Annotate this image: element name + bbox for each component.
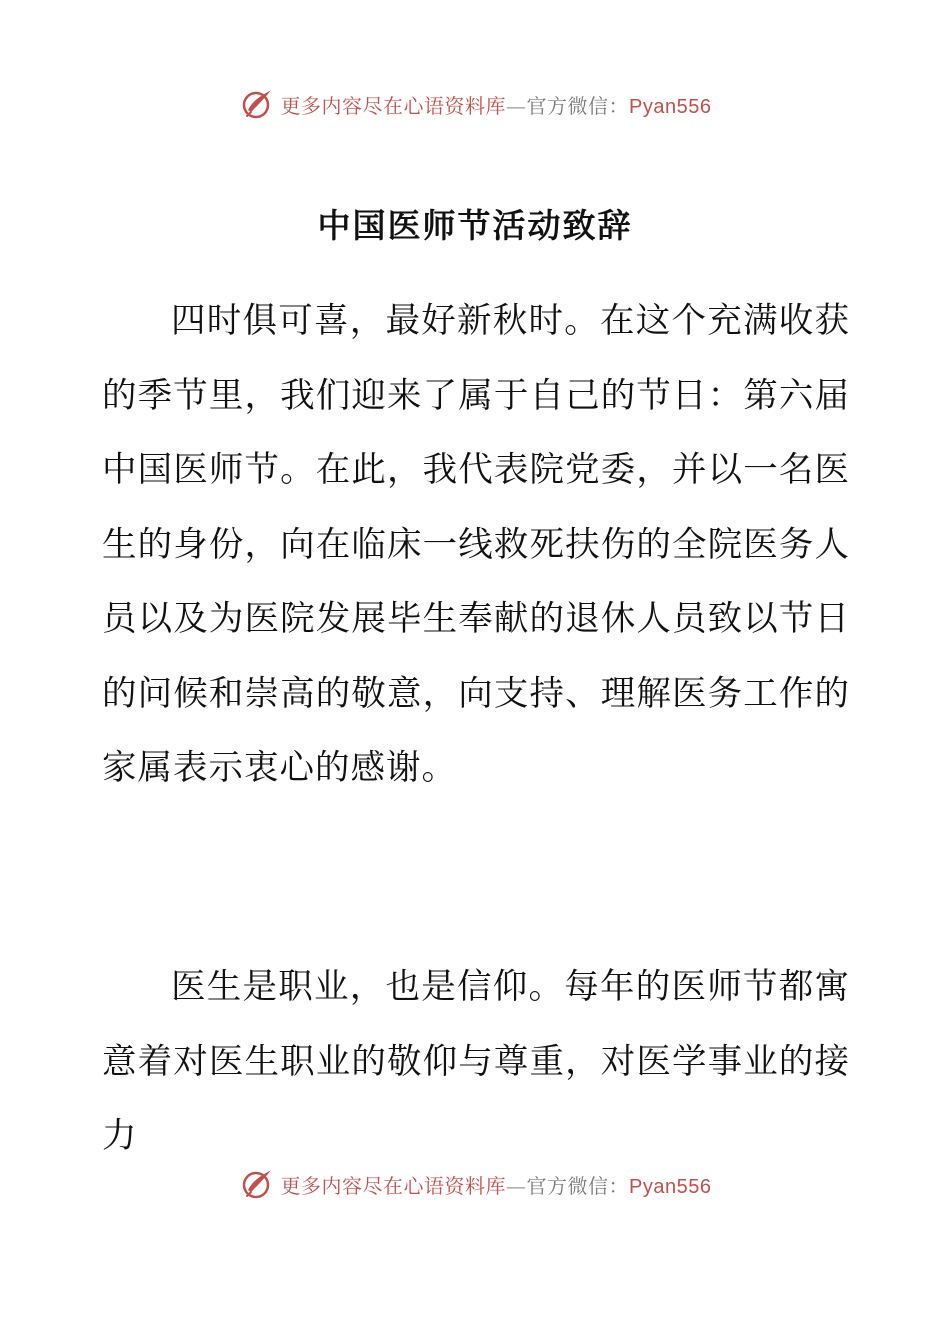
watermark-contact-id: Pyan556 [629,1175,712,1198]
quill-swirl-logo-icon [239,1166,275,1202]
watermark-main-text: 更多内容尽在心语资料库 [280,93,507,118]
watermark-separator: — [506,93,527,118]
paragraph-1: 四时俱可喜，最好新秋时。在这个充满收获的季节里，我们迎来了属于自己的节日：第六届中国医师节。在此，我代表院党委，并以一名医生的身份，向在临床一线救死扶伤的全院医务人员以及为医院发展毕生奉献的退休人员致以节日的问候和崇高的敬意，向支持、理解医务工作的家属表示衷心的感谢。 [102,301,850,788]
watermark-contact-label: 官方微信： [526,93,630,118]
header-watermark [0,84,950,124]
footer-watermark [0,1164,950,1204]
watermark-separator: — [506,1173,527,1198]
watermark-contact-id: Pyan556 [629,95,712,118]
watermark-text [281,1170,712,1199]
document-title: 中国医师节活动致辞 [317,206,633,245]
quill-swirl-logo-icon [239,86,275,122]
watermark-text [281,90,712,119]
watermark-main-text: 更多内容尽在心语资料库 [280,1173,507,1198]
paragraph-2: 医生是职业，也是信仰。每年的医师节都寓意着对医生职业的敬仰与尊重，对医学事业的接力 [102,967,850,1156]
watermark-contact-label: 官方微信： [526,1173,630,1198]
